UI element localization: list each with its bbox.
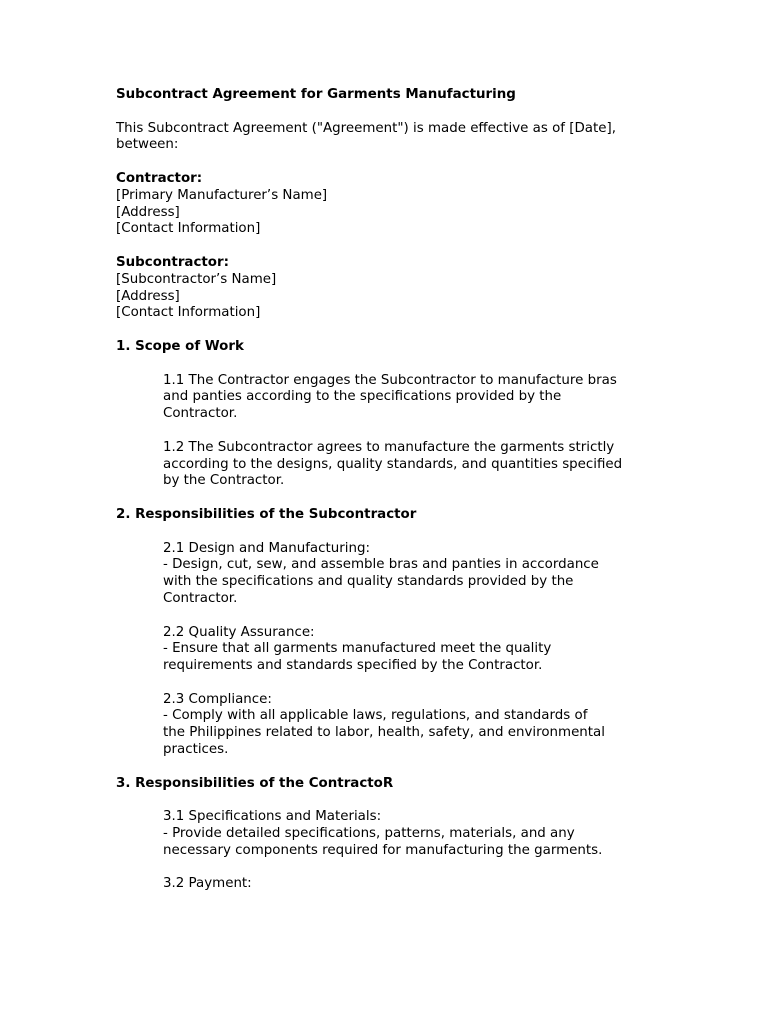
contractor-address: [Address] (116, 204, 180, 220)
clause-2-2: 2.2 Quality Assurance: - Ensure that all garments manufactured meet the quality requirements and standards specified by the Contractor. (163, 624, 552, 674)
contractor-name: [Primary Manufacturer’s Name] (116, 187, 328, 203)
document-title: Subcontract Agreement for Garments Manufacturing (116, 87, 516, 102)
clause-2-1: 2.1 Design and Manufacturing: - Design, cut, sew, and assemble bras and panties in accordance with the specifications and quality standards provided by the Contractor. (163, 540, 599, 606)
document-page (116, 87, 676, 893)
contractor-heading: Contractor: (116, 170, 203, 186)
clause-1-2: 1.2 The Subcontractor agrees to manufacture the garments strictly according to the designs, quality standards, and quantities specified by the Contractor. (163, 439, 623, 489)
clause-3-2: 3.2 Payment: (163, 876, 252, 892)
contractor-contact: [Contact Information] (116, 221, 261, 237)
subcontractor-heading: Subcontractor: (116, 254, 229, 270)
intro-paragraph: This Subcontract Agreement ("Agreement") is made effective as of [Date], between: (116, 120, 616, 153)
clause-3-1: 3.1 Specifications and Materials: - Provide detailed specifications, patterns, materials, and any necessary components required for manufacturing the garments. (163, 809, 603, 858)
section-1-heading: 1. Scope of Work (116, 338, 244, 354)
clause-1-1: 1.1 The Contractor engages the Subcontractor to manufacture bras and panties according to the specifications provided by the Contractor. (163, 372, 617, 422)
subcontractor-address: [Address] (116, 288, 180, 304)
section-2-heading: 2. Responsibilities of the Subcontractor (116, 506, 417, 522)
clause-2-3: 2.3 Compliance: - Comply with all applicable laws, regulations, and standards of the Philippines related to labor, health, safety, and environmental practices. (163, 691, 605, 758)
subcontractor-name: [Subcontractor’s Name] (116, 271, 277, 287)
subcontractor-contact: [Contact Information] (116, 305, 261, 321)
section-3-heading: 3. Responsibilities of the ContractoR (116, 775, 394, 791)
